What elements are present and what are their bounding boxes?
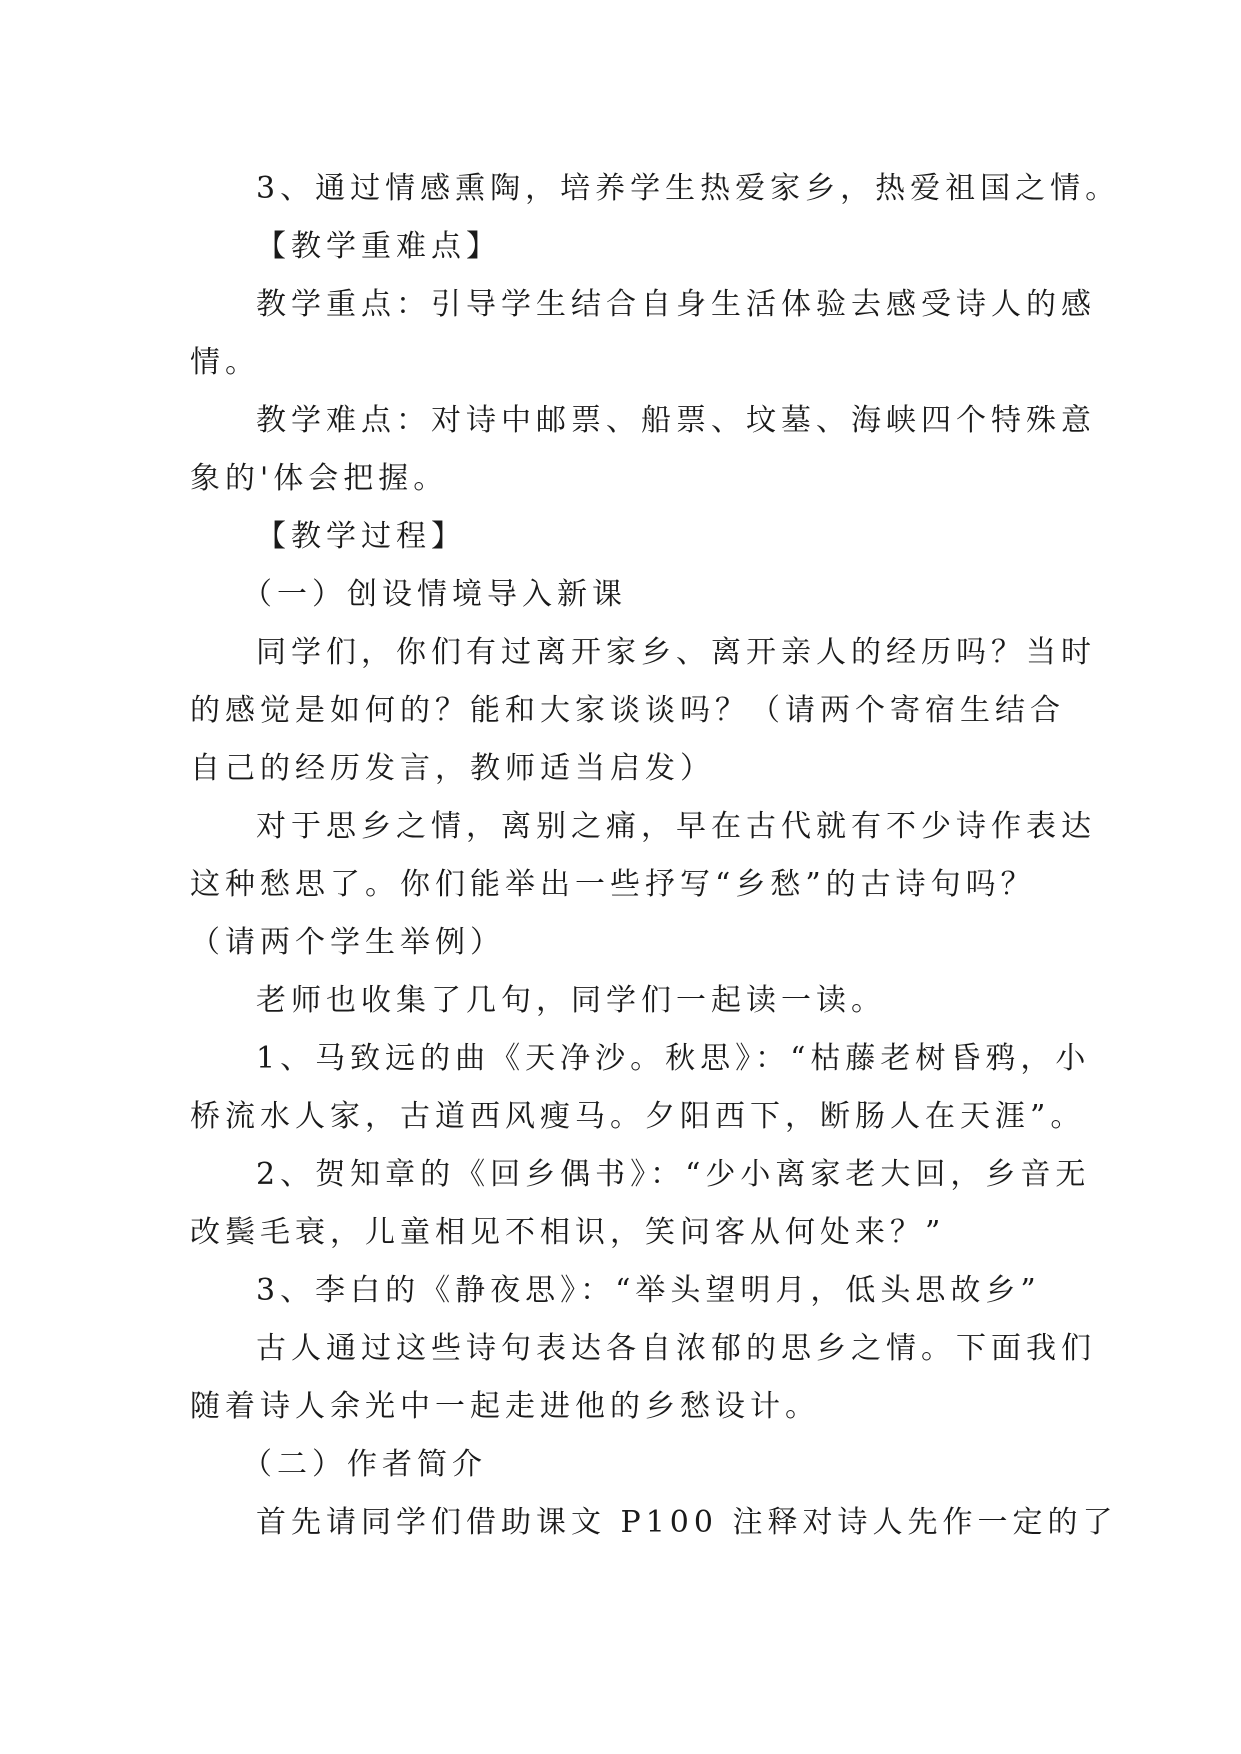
paragraph-line: 古人通过这些诗句表达各自浓郁的思乡之情。下面我们 (256, 1331, 1096, 1366)
paragraph-line: 首先请同学们借助课文 P100 注释对诗人先作一定的了 (256, 1505, 1118, 1540)
difficult-point-line: 教学难点：对诗中邮票、船票、坟墓、海峡四个特殊意 (256, 403, 1096, 438)
poem-item-3: 3、李白的《静夜思》：“举头望明月，低头思故乡” (256, 1273, 1041, 1308)
difficult-point-line-cont: 象的'体会把握。 (190, 461, 449, 496)
paragraph-line: 自己的经历发言，教师适当启发） (190, 751, 715, 786)
objective-3: 3、通过情感熏陶，培养学生热爱家乡，热爱祖国之情。 (256, 171, 1121, 206)
poem-item-2: 2、贺知章的《回乡偶书》：“少小离家老大回，乡音无 (256, 1157, 1091, 1192)
paragraph-line: 对于思乡之情，离别之痛，早在古代就有不少诗作表达 (256, 809, 1096, 844)
section-heading-key-points: 【教学重难点】 (256, 229, 501, 264)
subheading-author: （二）作者简介 (242, 1447, 487, 1482)
paragraph-line: 这种愁思了。你们能举出一些抒写“乡愁”的古诗句吗？ (190, 867, 1036, 902)
paragraph-line: 同学们，你们有过离开家乡、离开亲人的经历吗？当时 (256, 635, 1096, 670)
document-body (190, 160, 1121, 1552)
section-heading-process: 【教学过程】 (256, 519, 466, 554)
poem-item-2-cont: 改鬓毛衰，儿童相见不相识，笑问客从何处来？” (190, 1215, 946, 1250)
paragraph-line: 老师也收集了几句，同学们一起读一读。 (256, 983, 886, 1018)
paragraph-line: （请两个学生举例） (190, 925, 505, 960)
poem-item-1-cont: 桥流水人家，古道西风瘦马。夕阳西下，断肠人在天涯”。 (190, 1099, 1086, 1134)
paragraph-line: 随着诗人余光中一起走进他的乡愁设计。 (190, 1389, 820, 1424)
poem-item-1: 1、马致远的曲《天净沙。秋思》：“枯藤老树昏鸦，小 (256, 1041, 1091, 1076)
paragraph-line: 的感觉是如何的？能和大家谈谈吗？（请两个寄宿生结合 (190, 693, 1065, 728)
key-point-line: 教学重点：引导学生结合自身生活体验去感受诗人的感 (256, 287, 1096, 322)
subheading-intro: （一）创设情境导入新课 (242, 577, 627, 612)
key-point-line-cont: 情。 (190, 345, 260, 380)
